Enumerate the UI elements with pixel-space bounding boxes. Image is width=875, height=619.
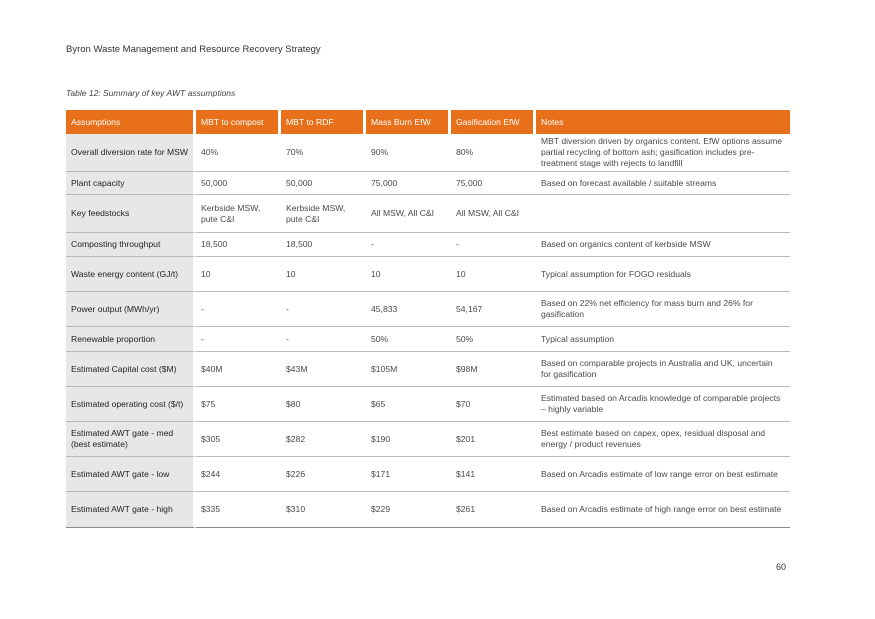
row-label: Composting throughput — [66, 233, 196, 257]
table-cell: 18,500 — [281, 233, 366, 257]
row-label: Waste energy content (GJ/t) — [66, 257, 196, 292]
table-cell: $310 — [281, 492, 366, 528]
row-label: Estimated AWT gate - med (best estimate) — [66, 422, 196, 457]
table-cell: 40% — [196, 134, 281, 172]
row-label: Renewable proportion — [66, 327, 196, 352]
table-cell: 10 — [196, 257, 281, 292]
table-cell-notes: Based on organics content of kerbside MSW — [536, 233, 790, 257]
table-cell: All MSW, All C&I — [451, 195, 536, 233]
table-cell: 50,000 — [196, 172, 281, 195]
table-cell: - — [196, 292, 281, 327]
table-cell: $282 — [281, 422, 366, 457]
page-number: 60 — [776, 562, 787, 572]
table-cell: 80% — [451, 134, 536, 172]
table-cell-notes: Based on forecast available / suitable streams — [536, 172, 790, 195]
table-cell: $43M — [281, 352, 366, 387]
table-row — [66, 327, 790, 352]
table-cell-notes: Typical assumption for FOGO residuals — [536, 257, 790, 292]
row-label: Plant capacity — [66, 172, 196, 195]
column-header-gasification-efw: Gasification EfW — [451, 110, 536, 134]
table-cell: 90% — [366, 134, 451, 172]
table-cell-notes: Estimated based on Arcadis knowledge of comparable projects – highly variable — [536, 387, 790, 422]
table-cell: 10 — [281, 257, 366, 292]
table-cell: 50% — [366, 327, 451, 352]
table-cell: $190 — [366, 422, 451, 457]
row-label: Estimated operating cost ($/t) — [66, 387, 196, 422]
row-label: Overall diversion rate for MSW — [66, 134, 196, 172]
table-row — [66, 422, 790, 457]
table-cell: - — [281, 327, 366, 352]
table-cell-notes: Based on Arcadis estimate of high range error on best estimate — [536, 492, 790, 528]
table-cell: 50% — [451, 327, 536, 352]
table-row — [66, 492, 790, 528]
table-cell: $141 — [451, 457, 536, 492]
column-header-assumptions: Assumptions — [66, 110, 196, 134]
table-row — [66, 457, 790, 492]
table-cell: - — [196, 327, 281, 352]
table-cell: 18,500 — [196, 233, 281, 257]
table-row — [66, 195, 790, 233]
column-header-notes: Notes — [536, 110, 790, 134]
table-cell: - — [451, 233, 536, 257]
table-cell: 54,167 — [451, 292, 536, 327]
table-cell: Kerbside MSW, pute C&I — [281, 195, 366, 233]
table-cell: $261 — [451, 492, 536, 528]
table-row — [66, 352, 790, 387]
table-cell: $171 — [366, 457, 451, 492]
table-cell-notes: Typical assumption — [536, 327, 790, 352]
table-cell: $65 — [366, 387, 451, 422]
document-header: Byron Waste Management and Resource Recovery Strategy — [66, 44, 321, 55]
column-header-mbt-rdf: MBT to RDF — [281, 110, 366, 134]
table-cell-notes: Best estimate based on capex, opex, residual disposal and energy / product revenues — [536, 422, 790, 457]
table-row — [66, 134, 790, 172]
table-cell: $105M — [366, 352, 451, 387]
table-cell: 75,000 — [366, 172, 451, 195]
table-cell: $70 — [451, 387, 536, 422]
table-cell-notes: Based on comparable projects in Australia and UK, uncertain for gasification — [536, 352, 790, 387]
table-cell: $98M — [451, 352, 536, 387]
table-cell: 45,833 — [366, 292, 451, 327]
row-label: Estimated AWT gate - low — [66, 457, 196, 492]
table-header-row — [66, 110, 790, 134]
table-cell: 10 — [451, 257, 536, 292]
table-cell: 50,000 — [281, 172, 366, 195]
table-cell-notes: Based on Arcadis estimate of low range error on best estimate — [536, 457, 790, 492]
column-header-mbt-compost: MBT to compost — [196, 110, 281, 134]
table-cell: Kerbside MSW, pute C&I — [196, 195, 281, 233]
table-cell-notes — [536, 195, 790, 233]
table-cell: $335 — [196, 492, 281, 528]
awt-assumptions-table — [66, 110, 790, 528]
table-row — [66, 172, 790, 195]
table-cell: $244 — [196, 457, 281, 492]
table-row — [66, 233, 790, 257]
table-cell-notes: MBT diversion driven by organics content. EfW options assume partial recycling of bottom ash; gasification includes pre-treatment stage with rejects to landfill — [536, 134, 790, 172]
table-cell: 70% — [281, 134, 366, 172]
table-cell: $40M — [196, 352, 281, 387]
table-cell: - — [281, 292, 366, 327]
table-cell: 75,000 — [451, 172, 536, 195]
table-cell: $305 — [196, 422, 281, 457]
table-row — [66, 292, 790, 327]
table-cell: All MSW, All C&I — [366, 195, 451, 233]
table-cell: $80 — [281, 387, 366, 422]
table-cell-notes: Based on 22% net efficiency for mass burn and 26% for gasification — [536, 292, 790, 327]
table-cell: $229 — [366, 492, 451, 528]
table-caption: Table 12: Summary of key AWT assumptions — [66, 88, 236, 98]
row-label: Estimated Capital cost ($M) — [66, 352, 196, 387]
table-cell: $226 — [281, 457, 366, 492]
table-cell: $201 — [451, 422, 536, 457]
column-header-mass-burn-efw: Mass Burn EfW — [366, 110, 451, 134]
table-cell: $75 — [196, 387, 281, 422]
row-label: Power output (MWh/yr) — [66, 292, 196, 327]
row-label: Estimated AWT gate - high — [66, 492, 196, 528]
table-row — [66, 257, 790, 292]
table-row — [66, 387, 790, 422]
row-label: Key feedstocks — [66, 195, 196, 233]
table-cell: 10 — [366, 257, 451, 292]
table-cell: - — [366, 233, 451, 257]
